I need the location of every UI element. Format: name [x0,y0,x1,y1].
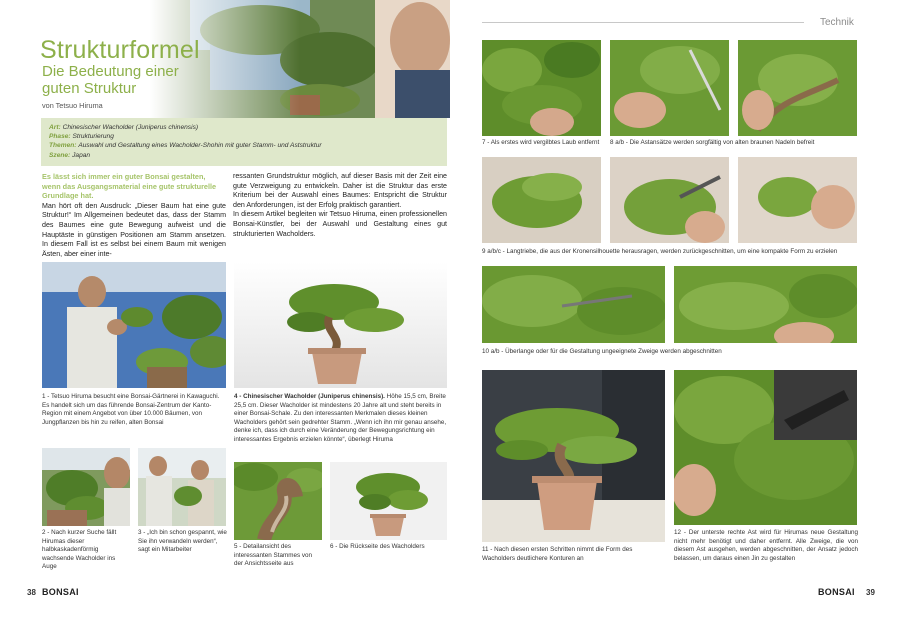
photo-7 [482,40,601,136]
caption-12: 12 - Der unterste rechte Ast wird für Hirumas neue Gestaltung nicht mehr benötigt und daher entfernt. Alle Zweige, die von diesem Ast ausgehen, werden abgeschnitten, der Ansatz jedoch belassen, um daraus einen Jin zu gestalten [674,529,858,562]
photo-10a [482,266,665,343]
photo-1-nursery [42,262,226,388]
body-paragraph-3: In diesem Artikel begleiten wir Tetsuo Hiruma, einen professionellen Bonsai-Künstler, bei der Auswahl und Gestaltung eines gut strukturierten Wacholders. [233,210,447,238]
photo-2-search [42,448,130,526]
info-themen: Themen: Auswahl und Gestaltung eines Wacholder-Shohin mit guter Stamm- und Aststruktur [49,142,322,150]
article-subtitle [42,63,179,97]
body-paragraph-1: Man hört oft den Ausdruck: „Dieser Baum hat eine gute Struktur!“ Im Allgemeinen bedeutet das, dass der Stamm des Baumes eine gute Bewegung aufweist und die Hauptäste in günstigen Positionen am Stamm ansetzen. In diesem Fall ist es selbst bei einem Baum mit wenigen Ästen, aber einer inte- [42,201,226,258]
photo-10b [674,266,857,343]
info-szene: Szene: Japan [49,151,91,159]
caption-6: 6 - Die Rückseite des Wacholders [330,543,425,550]
photo-5-trunk [234,462,322,540]
text-column-1 [42,172,226,259]
text-column-2 [233,172,447,239]
info-box [41,118,447,166]
bonsai-logo-right: BONSAI [818,587,855,597]
author-byline: von Tetsuo Hiruma [42,101,103,110]
photo-12 [674,370,857,525]
caption-5: 5 - Detailansicht des interessanten Stammes von der Ansichtsseite aus [234,543,313,568]
photo-9c [738,157,857,243]
photo-11 [482,370,665,542]
info-art: Art: Chinesischer Wacholder (Juniperus chinensis) [49,124,199,131]
caption-2: 2 - Nach kurzer Suche fällt Hirumas dieser halbkaskadenförmig wachsende Wacholder ins Auge [42,529,117,571]
caption-8: 8 a/b - Die Astansätze werden sorgfältig von alten braunen Nadeln befreit [610,139,815,146]
subtitle-line-1: Die Bedeutung einer [42,63,179,80]
page-number-left: 38 [27,588,36,597]
caption-9: 9 a/b/c - Langtriebe, die aus der Kronensilhouette herausragen, werden zurückgeschnitten, um eine kompakte Form zu erzielen [482,248,838,255]
photo-8b [738,40,857,136]
section-label: Technik [820,17,854,28]
caption-4-text: Höhe 15,5 cm, Breite 25,5 cm. Dieser Wacholder ist mindestens 20 Jahre alt und steht bereits in einer Bonsai-Schale. Zu den interessanten Merkmalen dieses kleinen Wacholders gehört sein gedrehter Stamm. „Wenn ich ihn mir genau ansehe, denke ich, dass ich durch eine Veränderung der Bewegungsrichtung ein interessantes Ergebnis erzielen könnte“, überlegt Hiruma [234,393,447,443]
info-phase: Phase: Strukturierung [49,133,114,141]
caption-10: 10 a/b - Überlange oder für die Gestaltung ungeeignete Zweige werden abgeschnitten [482,348,722,355]
photo-9b [610,157,729,243]
subtitle-line-2: guten Struktur [42,80,137,97]
lead-paragraph: Es lässt sich immer ein guter Bonsai gestalten, wenn das Ausgangsmaterial eine gute strukturelle Grundlage hat. [42,172,217,201]
bonsai-logo-left: BONSAI [42,587,79,597]
photo-4-juniper [234,262,447,388]
body-paragraph-2: ressanten Grundstruktur möglich, auf dieser Basis mit der Zeit eine gute Verzweigung zu entwickeln. Daher ist die Struktur das erste Kriterium bei der Auswahl eines Baumes: Entspricht die Struktur den Anforderungen, ist der Erfolg praktisch garantiert. [233,172,447,209]
article-title: Strukturformel [40,36,200,64]
photo-6-back [330,462,447,540]
page-number-right: 39 [866,588,875,597]
photo-3-staff [138,448,226,526]
caption-7: 7 - Als erstes wird vergilbtes Laub entfernt [482,139,600,146]
caption-4 [234,393,448,445]
photo-8a [610,40,729,136]
caption-1: 1 - Tetsuo Hiruma besucht eine Bonsai-Gärtnerei in Kawaguchi. Es handelt sich um das führende Bonsai-Zentrum der Kanto-Region mit einem Angebot von über 10.000 Bäumen, von Jungpflanzen bis hin zu reifen, alten Bonsai [42,393,220,426]
caption-3: 3 - „Ich bin schon gespannt, wie Sie ihn verwandeln werden“, sagt ein Mitarbeiter [138,529,227,554]
caption-4-bold: 4 - Chinesischer Wacholder (Juniperus chinensis). [234,393,385,400]
header-rule [482,22,804,23]
caption-11: 11 - Nach diesen ersten Schritten nimmt die Form des Wacholders deutlichere Konturen an [482,546,633,562]
photo-9a [482,157,601,243]
